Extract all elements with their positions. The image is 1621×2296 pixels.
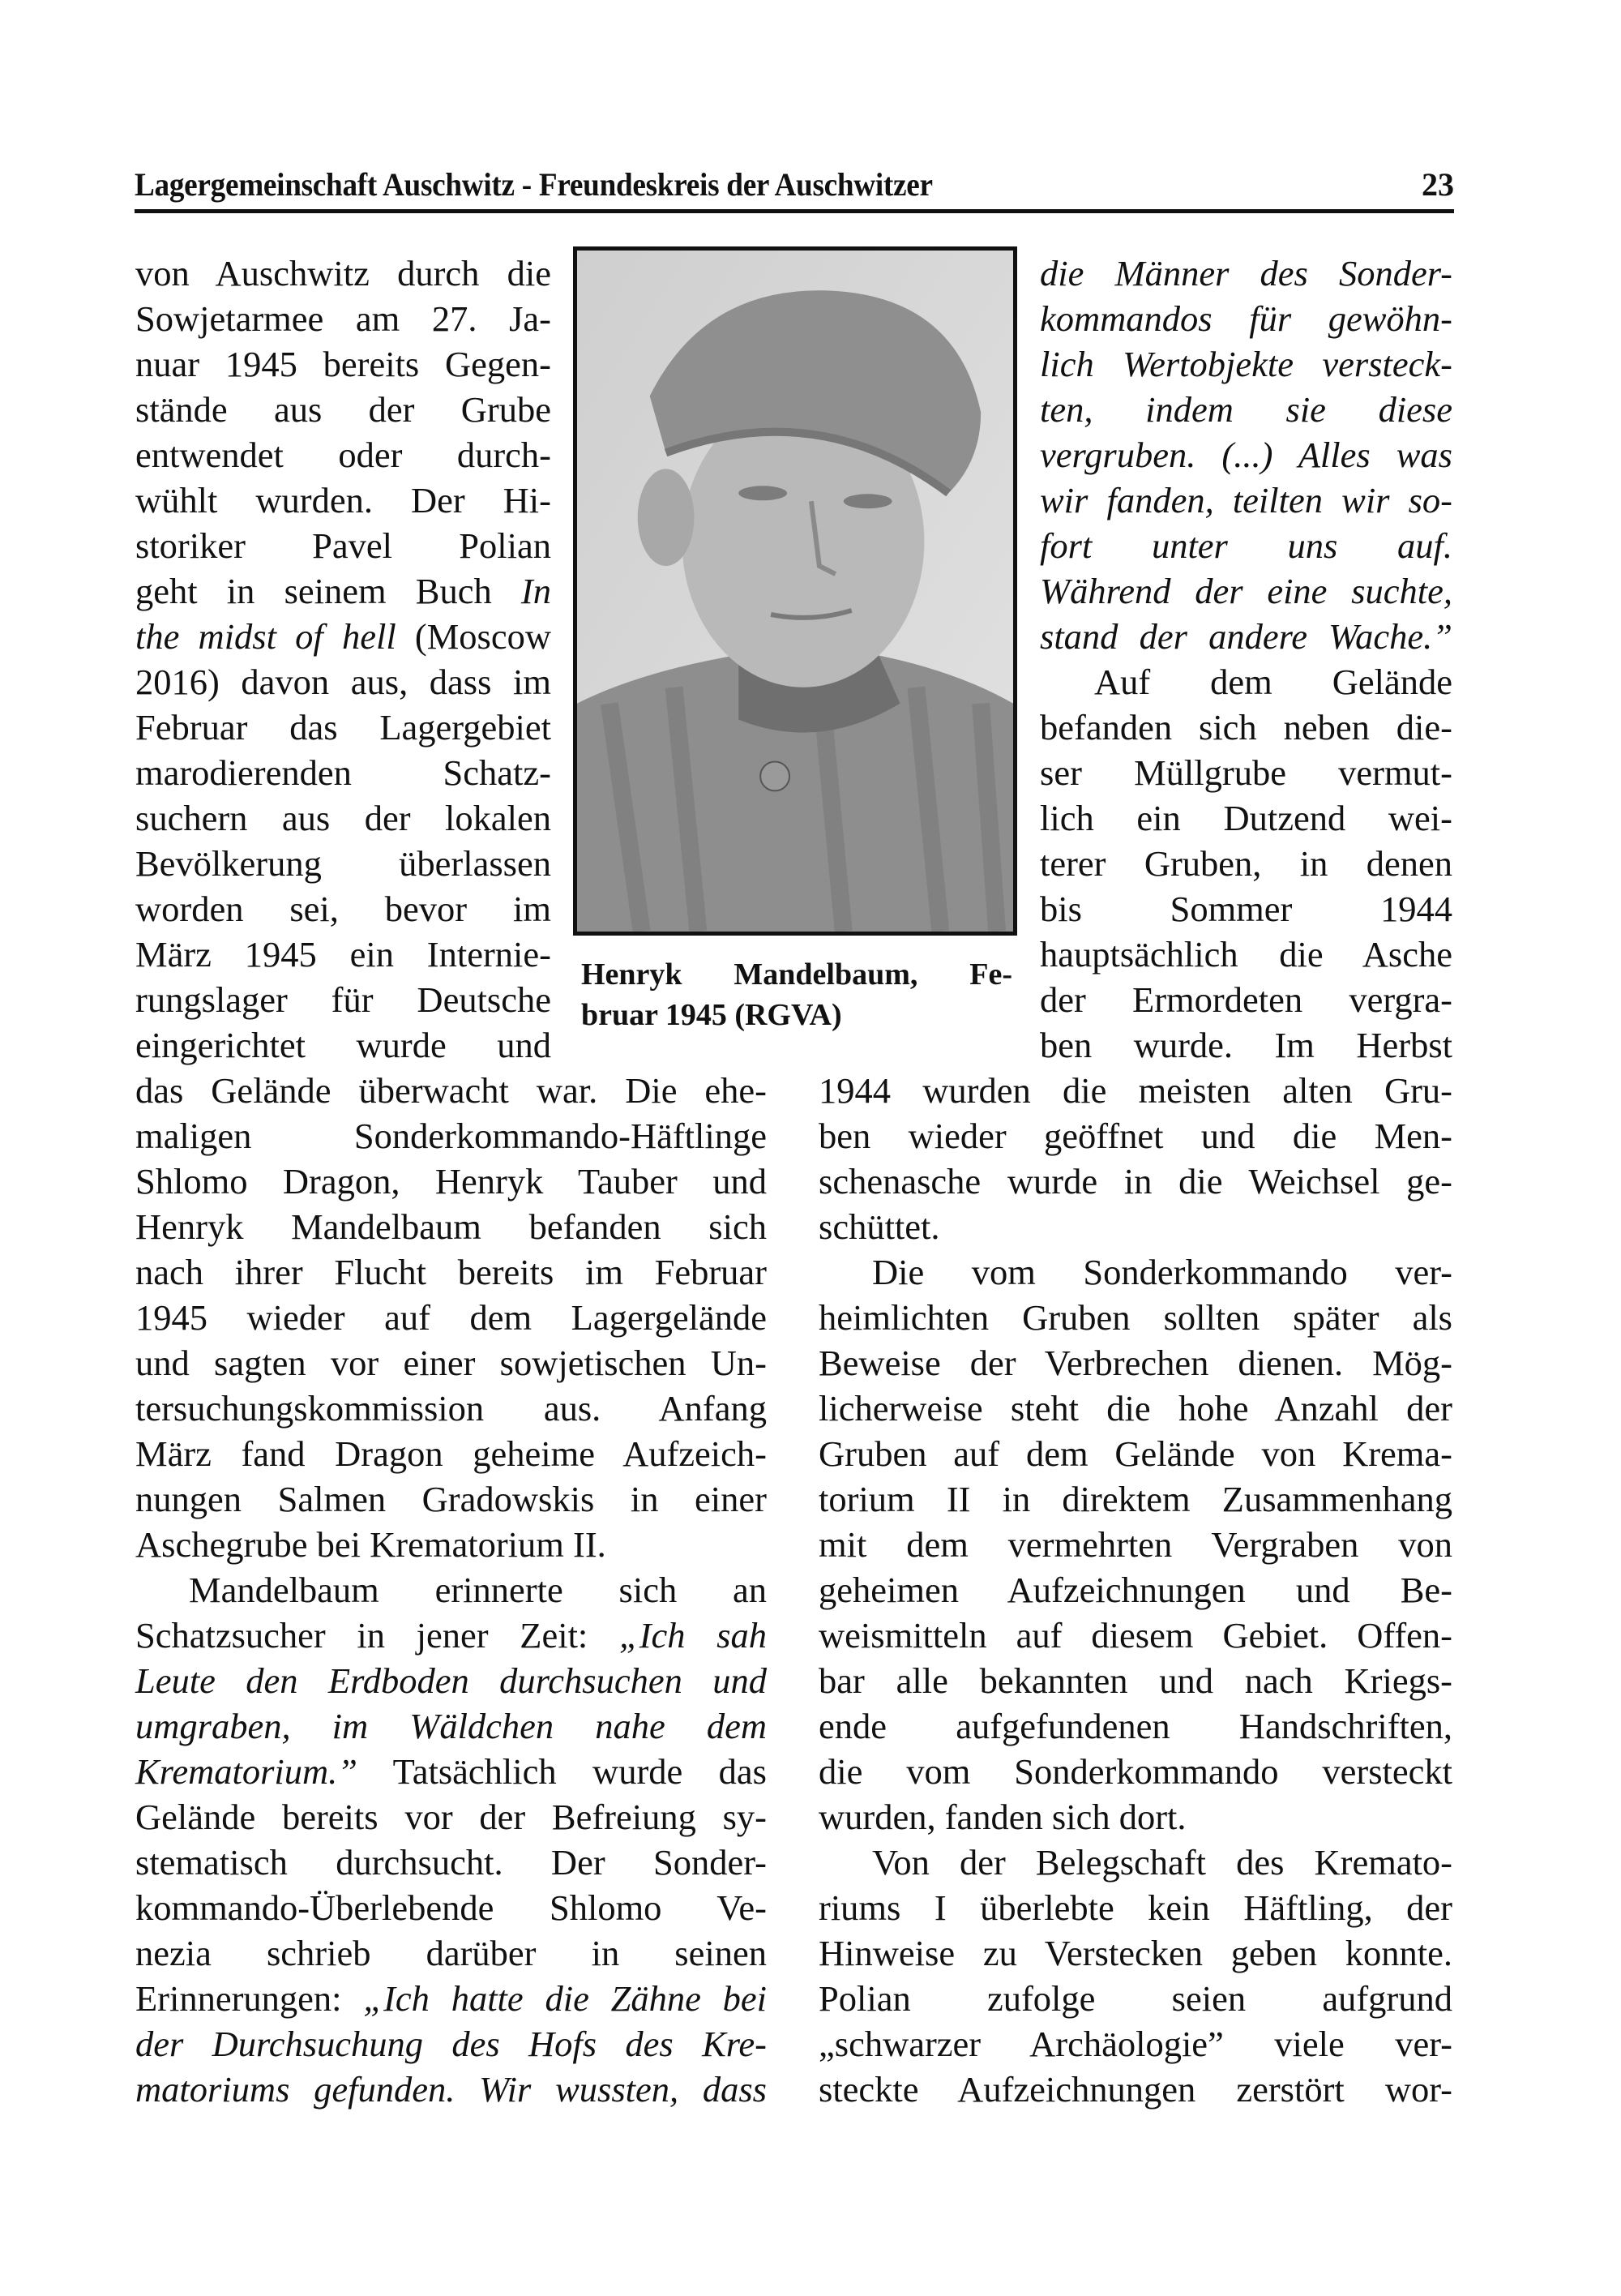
- header-title: Lagergemeinschaft Auschwitz - Freundeskreis der Auschwitzer: [135, 166, 933, 203]
- text-line: nuar 1945 bereits Gegen-: [135, 344, 551, 384]
- text-line: [135, 1976, 767, 2021]
- text-line: von Auschwitz durch die: [135, 253, 551, 293]
- text-line: hauptsächlich die Asche: [1040, 934, 1452, 975]
- text-line: Bevölkerung überlassen: [135, 843, 551, 884]
- text-line: der Ermordeten vergra-: [1040, 979, 1452, 1020]
- text-line: 1944 wurden die meisten alten Gru-: [819, 1070, 1452, 1111]
- text-line: ende aufgefundenen Handschriften,: [819, 1706, 1452, 1746]
- text-line: Gelände bereits vor der Befreiung sy-: [135, 1797, 767, 1837]
- text-line: „schwarzer Archäologie” viele ver-: [819, 2024, 1452, 2064]
- text-line: März 1945 ein Internie-: [135, 934, 551, 975]
- text-run: Erinnerungen:: [135, 1978, 364, 2019]
- text-line: weismitteln auf diesem Gebiet. Offen-: [819, 1615, 1452, 1656]
- quote-run: Krematorium.”: [135, 1751, 358, 1792]
- text-line: lich Wertobjekte versteck-: [1040, 344, 1452, 384]
- text-line: [135, 614, 551, 659]
- text-line: entwendet oder durch-: [135, 435, 551, 475]
- text-line: Gruben auf dem Gelände von Krema-: [819, 1433, 1452, 1474]
- text-line: 1945 wieder auf dem Lagergelände: [135, 1297, 767, 1338]
- text-line: Sowjetarmee am 27. Ja-: [135, 298, 551, 339]
- text-line: Beweise der Verbrechen dienen. Mög-: [819, 1343, 1452, 1383]
- text-line: schüttet.: [819, 1206, 940, 1247]
- text-line: storiker Pavel Polian: [135, 525, 551, 566]
- text-line: geheimen Aufzeichnungen und Be-: [819, 1570, 1452, 1610]
- text-line: kommando-Überlebende Shlomo Ve-: [135, 1887, 767, 1928]
- text-line: heimlichten Gruben sollten später als: [819, 1297, 1452, 1338]
- text-line: März fand Dragon geheime Aufzeich-: [135, 1433, 767, 1474]
- book-title: In: [520, 571, 551, 611]
- text-line: Leute den Erdboden durchsuchen und: [135, 1660, 767, 1701]
- text-line: ben wurde. Im Herbst: [1040, 1025, 1452, 1065]
- text-run: Tatsächlich wurde das: [357, 1751, 767, 1792]
- text-line: Hinweise zu Verstecken geben konnte.: [819, 1933, 1452, 1973]
- header-rule: [135, 209, 1454, 213]
- text-run: geht in seinem Buch: [135, 571, 521, 611]
- text-line: Auf dem Gelände: [1094, 662, 1452, 702]
- text-line: Während der eine suchte,: [1040, 571, 1452, 611]
- text-line: die Männer des Sonder-: [1040, 253, 1452, 293]
- text-line: befanden sich neben die-: [1040, 707, 1452, 747]
- running-header: [135, 159, 1454, 208]
- book-title: the midst of hell: [135, 616, 396, 657]
- photo-caption-line: Henryk Mandelbaum, Fe-: [581, 957, 1012, 992]
- quote-run: „Ich sah: [618, 1615, 767, 1656]
- quote-run: „Ich hatte die Zähne bei: [363, 1978, 767, 2019]
- text-line: ben wieder geöffnet und die Men-: [819, 1116, 1452, 1156]
- text-line: Shlomo Dragon, Henryk Tauber und: [135, 1161, 767, 1202]
- text-line: nezia schrieb darüber in seinen: [135, 1933, 767, 1973]
- text-line: [135, 568, 551, 614]
- text-line: ser Müllgrube vermut-: [1040, 752, 1452, 793]
- text-line: Henryk Mandelbaum befanden sich: [135, 1206, 767, 1247]
- text-line: rungslager für Deutsche: [135, 979, 551, 1020]
- text-run: (Moscow: [396, 616, 552, 657]
- text-line: stematisch durchsucht. Der Sonder-: [135, 1842, 767, 1883]
- text-line: Februar das Lagergebiet: [135, 707, 551, 747]
- text-line: und sagten vor einer sowjetischen Un-: [135, 1343, 767, 1383]
- text-line: vergruben. (...) Alles was: [1040, 435, 1452, 475]
- text-line: Polian zufolge seien aufgrund: [819, 1978, 1452, 2019]
- text-line: suchern aus der lokalen: [135, 798, 551, 838]
- text-line: Die vom Sonderkommando ver-: [872, 1252, 1452, 1292]
- text-line: eingerichtet wurde und: [135, 1025, 551, 1065]
- text-line: riums I überlebte kein Häftling, der: [819, 1887, 1452, 1928]
- text-line: ten, indem sie diese: [1040, 389, 1452, 430]
- text-line: 2016) davon aus, dass im: [135, 662, 551, 702]
- text-line: tersuchungskommission aus. Anfang: [135, 1388, 767, 1429]
- text-line: der Durchsuchung des Hofs des Kre-: [135, 2024, 767, 2064]
- text-line: wir fanden, teilten wir so-: [1040, 480, 1452, 520]
- text-line: lich ein Dutzend wei-: [1040, 798, 1452, 838]
- text-line: maligen Sonderkommando-Häftlinge: [135, 1116, 767, 1156]
- text-line: licherweise steht die hohe Anzahl der: [819, 1388, 1452, 1429]
- text-line: marodierenden Schatz-: [135, 752, 551, 793]
- text-line: [135, 1749, 767, 1794]
- photo-caption-line: bruar 1945 (RGVA): [581, 998, 842, 1032]
- text-run: Schatzsucher in jener Zeit:: [135, 1615, 619, 1656]
- text-line: [135, 1613, 767, 1658]
- text-line: fort unter uns auf.: [1040, 525, 1452, 566]
- text-line: bar alle bekannten und nach Kriegs-: [819, 1660, 1452, 1701]
- text-line: mit dem vermehrten Vergraben von: [819, 1524, 1452, 1565]
- text-line: Von der Belegschaft des Kremato-: [872, 1842, 1452, 1883]
- text-line: worden sei, bevor im: [135, 889, 551, 929]
- text-line: umgraben, im Wäldchen nahe dem: [135, 1706, 767, 1746]
- text-line: Aschegrube bei Krematorium II.: [135, 1524, 606, 1565]
- text-line: terer Gruben, in denen: [1040, 843, 1452, 884]
- text-line: schenasche wurde in die Weichsel ge-: [819, 1161, 1452, 1202]
- text-line: nach ihrer Flucht bereits im Februar: [135, 1252, 767, 1292]
- text-line: kommandos für gewöhn-: [1040, 298, 1452, 339]
- text-line: matoriums gefunden. Wir wussten, dass: [135, 2069, 767, 2110]
- text-line: wühlt wurden. Der Hi-: [135, 480, 551, 520]
- text-line: steckte Aufzeichnungen zerstört wor-: [819, 2069, 1452, 2110]
- text-line: stand der andere Wache.”: [1040, 616, 1452, 657]
- text-line: bis Sommer 1944: [1040, 889, 1452, 929]
- text-line: wurden, fanden sich dort.: [819, 1797, 1187, 1837]
- portrait-image: [577, 251, 1013, 932]
- text-line: das Gelände überwacht war. Die ehe-: [135, 1070, 767, 1111]
- text-line: nungen Salmen Gradowskis in einer: [135, 1479, 767, 1519]
- text-line: die vom Sonderkommando versteckt: [819, 1751, 1452, 1792]
- text-line: Mandelbaum erinnerte sich an: [189, 1570, 767, 1610]
- text-line: stände aus der Grube: [135, 389, 551, 430]
- text-line: torium II in direktem Zusammenhang: [819, 1479, 1452, 1519]
- portrait-photo: [573, 246, 1017, 936]
- page-number: 23: [1422, 166, 1454, 203]
